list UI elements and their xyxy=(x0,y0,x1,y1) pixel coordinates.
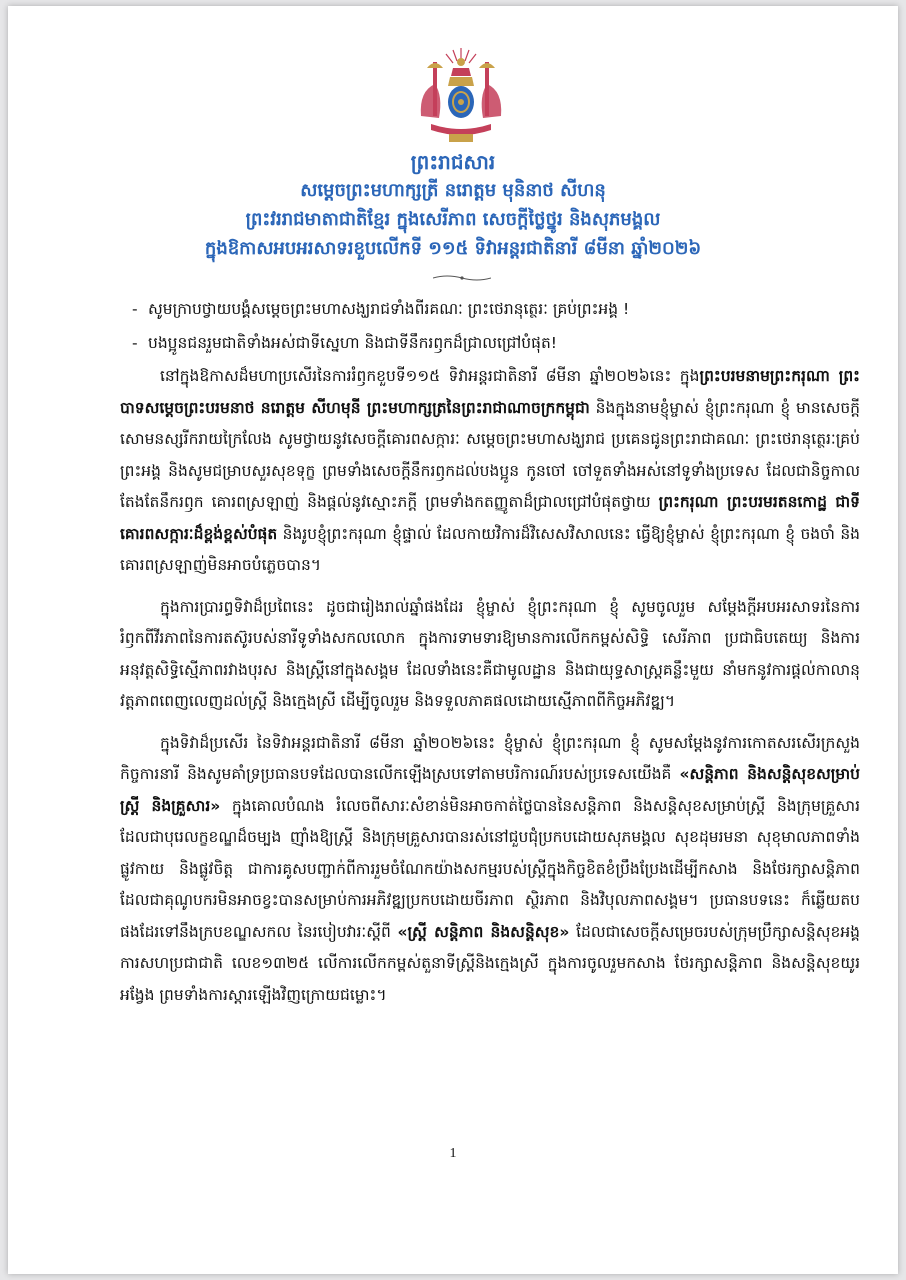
royal-emblem-icon xyxy=(413,46,509,146)
salutation-2: - បងប្អូនជនរួមជាតិទាំងអស់ជាទីស្នេហា និងជាទីនឹករឭកដ៏ជ្រាលជ្រៅបំផុត! xyxy=(132,333,558,352)
paragraph-1: នៅក្នុងឱកាសដ៏មហាប្រសើរនៃការរំឭកខួបទី១១៥ ទិវាអន្តរជាតិនារី ៨មីនា ឆ្នាំ២០២៦នេះ ក្នុងព្រះបរមនាមព្រះករុណា ព្រះបាទសម្តេចព្រះបរមនាថ នរោត្តម សីហមុនី ព្រះមហាក្សត្រនៃព្រះរាជាណាចក្រកម្ពុជា និងក្នុងនាមខ្ញុំម្ចាស់ ខ្ញុំព្រះករុណា ខ្ញុំ មានសេចក្ដីសោមនស្សរីករាយក្រៃលែង សូមថ្វាយនូវសេចក្ដីគោរពសក្ការៈ សម្តេចព្រះមហាសង្ឃរាជ ប្រគេនជូនព្រះរាជាគណៈ ព្រះថេរានុត្ថេរៈគ្រប់ព្រះអង្គ និងសូមជម្រាបសួរសុខទុក្ខ ព្រមទាំងសេចក្ដីនឹករឭកដល់បងប្អូន កូនចៅ ចៅទួតទាំងអស់នៅទូទាំងប្រទេស ដែលជានិច្ចកាលតែងតែនឹករឭក គោរពស្រឡាញ់ និងផ្ដល់នូវស្មោះភក្ដី ព្រមទាំងកតញ្ញូតាដ៏ជ្រាលជ្រៅបំផុតថ្វាយ ព្រះករុណា ព្រះបរមរតនកោដ្ឋ ជាទីគោរពសក្ការៈដ៏ខ្ពង់ខ្ពស់បំផុត និងរូបខ្ញុំព្រះករុណា ខ្ញុំផ្ទាល់ ដែលកាយវិការដ៏វិសេសវិសាលនេះ ធ្វើឱ្យខ្ញុំម្ចាស់ ខ្ញុំព្រះករុណា ខ្ញុំ ចងចាំ និងគោរពស្រឡាញ់មិនអាចបំភ្លេចបាន។ xyxy=(120,367,861,574)
heading-line-1: សម្តេចព្រះមហាក្សត្រី នរោត្តម មុនិនាថ សីហនុ xyxy=(300,180,606,201)
salutation-1: - សូមក្រាបថ្វាយបង្គំសម្តេចព្រះមហាសង្ឃរាជទាំងពីរគណៈ ព្រះថេរានុត្ថេរៈ គ្រប់ព្រះអង្គ ! xyxy=(132,300,630,318)
document-page xyxy=(8,6,898,1274)
ornament-divider xyxy=(433,274,491,282)
salutation-2-text: បងប្អូនជនរួមជាតិទាំងអស់ជាទីស្នេហា និងជាទីនឹករឭកដ៏ជ្រាលជ្រៅបំផុត! xyxy=(148,333,558,352)
heading-label: ព្រះរាជសារ xyxy=(410,150,496,174)
salutation-1-text: សូមក្រាបថ្វាយបង្គំសម្តេចព្រះមហាសង្ឃរាជទាំងពីរគណៈ ព្រះថេរានុត្ថេរៈ គ្រប់ព្រះអង្គ ! xyxy=(148,300,630,318)
heading-line-3: ក្នុងឱកាសអបអរសាទរខួបលើកទី ១១៥ ទិវាអន្តរជាតិនារី ៨មីនា ឆ្នាំ២០២៦ xyxy=(204,238,702,259)
paragraph-2: ក្នុងការប្រារព្ធទិវាដ៏ប្រពៃនេះ ដូចជារៀងរាល់ឆ្នាំផងដែរ ខ្ញុំម្ចាស់ ខ្ញុំព្រះករុណា ខ្ញុំ សូមចូលរួម សម្តែងក្ដីអបអរសាទរនៃការរំឭកពីវីរភាពនៃការតស៊ូរបស់នារីទូទាំងសកលលោក ក្នុងការទាមទារឱ្យមានការលើកកម្ពស់សិទ្ធិ សេរីភាព ប្រជាធិបតេយ្យ និងការអនុវត្តសិទ្ធិស្មើភាពរវាងបុរស និងស្ត្រីនៅក្នុងសង្គម ដែលទាំងនេះគឺជាមូលដ្ឋាន និងជាយុទ្ធសាស្ត្រគន្លឹះមួយ នាំមកនូវការផ្ដល់កាលានុវត្តភាពពេញលេញដល់ស្ត្រី និងក្មេងស្រី ដើម្បីចូលរួម និងទទួលភាគផលដោយស្មើភាពពីកិច្ចអភិវឌ្ឍ។ xyxy=(120,597,860,710)
page-number: 1 xyxy=(449,1146,457,1161)
letter-body xyxy=(120,294,860,1021)
paragraph-3: ក្នុងទិវាដ៏ប្រសើរ នៃទិវាអន្តរជាតិនារី ៨មីនា ឆ្នាំ២០២៦នេះ ខ្ញុំម្ចាស់ ខ្ញុំព្រះករុណា ខ្ញុំ សូមសម្តែងនូវការកោតសរសើរក្រសួងកិច្ចការនារី និងសូមគាំទ្រប្រធានបទដែលបានលើកឡើងស្របទៅតាមបរិការណ៍របស់ប្រទេសយើងគឺ «សន្តិភាព និងសន្តិសុខសម្រាប់ស្ត្រី និងគ្រួសារ» ក្នុងគោលបំណង រំលេចពីសារៈសំខាន់មិនអាចកាត់ថ្លៃបាននៃសន្តិភាព និងសន្តិសុខសម្រាប់ស្ត្រី និងក្រុមគ្រួសារ ដែលជាបុរេលក្ខខណ្ឌដ៏ចម្បង ញ៉ាំងឱ្យស្ត្រី និងក្រុមគ្រួសារបានរស់នៅជួបជុំប្រកបដោយសុភមង្គល សុខដុមរមនា សុខុមាលភាពទាំងផ្លូវកាយ និងផ្លូវចិត្ត ជាការគូសបញ្ជាក់ពីការរួមចំណែកយ៉ាងសកម្មរបស់ស្ត្រីក្នុងកិច្ចខិតខំប្រឹងប្រែងដើម្បីកសាង និងថែរក្សាសន្តិភាព ដែលជាគុណូបករមិនអាចខ្វះបានសម្រាប់ការអភិវឌ្ឍប្រកបដោយចីរភាព ស្ថិរភាព និងវិបុលភាពសង្គម។ ប្រធានបទនេះ ក៏ឆ្លើយតបផងដែរទៅនឹងក្របខណ្ឌសកល នៃរបៀបវារៈស្តីពី «ស្ត្រី សន្តិភាព និងសន្តិសុខ» ដែលជាសេចក្ដីសម្រេចរបស់ក្រុមប្រឹក្សាសន្តិសុខអង្គការសហប្រជាជាតិ លេខ១៣២៥ លើការលើកកម្ពស់តួនាទីស្ត្រីនិងក្មេងស្រី ក្នុងការចូលរួមកសាង ថែរក្សាសន្តិភាព និងសន្តិសុខយូរអង្វែង ព្រមទាំងការស្តារឡើងវិញក្រោយជម្លោះ។ xyxy=(120,733,861,1004)
heading-line-2: ព្រះវររាជមាតាជាតិខ្មែរ ក្នុងសេរីភាព សេចក្ដីថ្លៃថ្នូរ និងសុភមង្គល xyxy=(245,209,661,230)
letter-heading xyxy=(48,148,858,263)
